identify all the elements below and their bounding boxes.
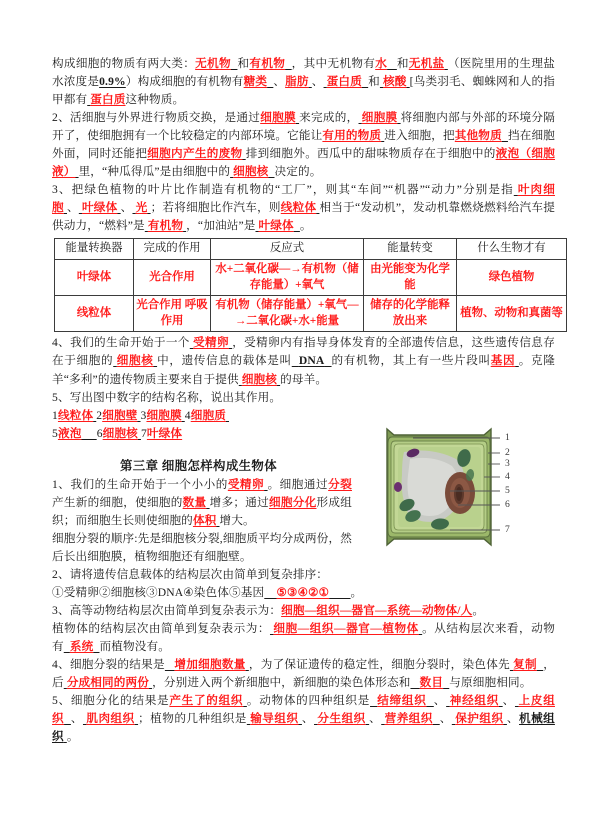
paragraph-factory-analogy (52, 181, 555, 235)
answer-blank: 液泡 (57, 426, 82, 440)
text-run: 这种物质。 (125, 93, 185, 107)
text-run: 。从结构层次来看，动物有 (52, 622, 555, 654)
answer-blank: 保护组织 (455, 712, 504, 726)
answer-blank: 系统 (69, 640, 94, 654)
table-header-cell: 反应式 (211, 239, 364, 260)
answer-blank: 上皮组织 (52, 694, 555, 726)
answer-blank: 细胞—组织—器官—系统—动物体/人 (281, 604, 473, 618)
table-header-cell: 能量转换器 (55, 239, 134, 260)
text-run: 。动物体的四种组织是 (246, 694, 371, 708)
text-run: 增多；通过 (209, 495, 269, 509)
blank-rule (165, 658, 175, 671)
text-run: 5、细胞分化的结果是 (52, 694, 170, 708)
text-run: 形成组织；而细胞生长则使细胞的 (52, 495, 352, 527)
answer-blank: 线粒体 (280, 201, 317, 215)
text-run: 3、高等动物结构层次由简单到复杂表示为： (52, 604, 282, 618)
answer-blank: 0.9% (99, 75, 126, 89)
text-run: 。 (299, 219, 312, 233)
figure-label-2: 2 (505, 447, 510, 458)
paragraph-structure-naming (52, 389, 352, 407)
blank-rule (81, 427, 96, 440)
figure-label-7: 7 (505, 524, 510, 535)
figure-label-6: 6 (505, 499, 510, 510)
text-run: 。 (472, 604, 485, 618)
answer-blank: 水 (375, 57, 388, 70)
answer-blank: 脂肪 (285, 75, 309, 89)
paragraph-structure-answers-line2 (52, 425, 352, 443)
item-number: 2 (96, 408, 103, 422)
paragraph-ch3-q2-answer (52, 584, 555, 602)
answer-blank: 肌肉组织 (86, 712, 135, 726)
text-run: 1、我们的生命开始于一个小小的 (52, 477, 228, 491)
blank-rule (226, 409, 229, 422)
text-run: 和 (237, 57, 250, 70)
text-run: 。细胞通过 (267, 477, 329, 491)
text-run: 、 (301, 712, 315, 726)
text-run: 和 (368, 75, 380, 89)
answer-blank: 分裂 (328, 477, 352, 491)
table-row (55, 296, 567, 332)
answer-blank: 细胞核 (102, 426, 138, 440)
paragraph-materials (52, 55, 555, 109)
text-run: 而植物没有。 (99, 640, 170, 654)
blank-rule (264, 586, 276, 599)
answer-blank: 细胞分化 (268, 495, 317, 509)
answer-blank: 叶绿体 (258, 219, 294, 233)
text-run: ，分别进入两个新细胞中，新细胞的染色体形态和 (152, 676, 411, 690)
table-row (55, 260, 567, 296)
table-cell-equation: 水+二氧化碳—→有机物（储存能量）+氧气 (211, 260, 364, 296)
answer-blank: 有机物 (249, 57, 286, 70)
figure-leader-lines (378, 421, 553, 553)
text-run: 中，遗传信息的载体是叫 (157, 354, 292, 368)
text-run: 3、把绿色植物的叶片比作制造有机物的“工厂”，则其“车间”“机器”“动力”分别是指 (52, 183, 514, 197)
text-run: 里，“种瓜得瓜”是由细胞中的 (78, 165, 231, 179)
text-run: 、 (506, 712, 520, 726)
answer-blank: 细胞膜 (260, 111, 296, 125)
text-run: 将细胞内部与外部的环境分隔开了，使细胞拥有一个比较稳定的内部环境。它能让 (52, 111, 555, 143)
answer-blank: 无机物 (195, 57, 231, 70)
table-cell-organelle: 叶绿体 (55, 260, 134, 296)
answer-blank: 细胞核 (241, 372, 278, 386)
text-run: 决定的。 (274, 165, 322, 179)
paragraph-ch3-q4 (52, 656, 555, 692)
answer-blank: 有机物 (147, 219, 184, 233)
table-header-cell: 能量转变 (364, 239, 457, 260)
text-run: ，“加油站”是 (186, 219, 256, 233)
blank-rule (292, 354, 299, 367)
table-cell-organisms: 绿色植物 (457, 260, 567, 296)
figure-label-3: 3 (505, 458, 510, 469)
item-number: 3 (140, 408, 147, 422)
text-run: ；植物的几种组织是 (138, 712, 247, 726)
paragraph-ch3-q5 (52, 692, 555, 746)
answer-blank: 输导组织 (250, 712, 299, 726)
table-header-row (55, 239, 567, 260)
answer-blank: 增加细胞数量 (174, 658, 246, 672)
text-run: 、 (502, 694, 515, 708)
table-cell-equation: 有机物（储存能量）+氧气—→二氧化碳+水+能量 (211, 296, 364, 332)
answer-blank: 基因 (490, 354, 516, 368)
paragraph-genetics (52, 334, 555, 388)
table-header-cell: 完成的作用 (134, 239, 211, 260)
answer-blank: 体积 (192, 513, 217, 527)
text-run: ，其中无机物有 (291, 57, 376, 70)
answer-blank: 受精卵 (193, 336, 229, 350)
answer-blank: 细胞质 (190, 408, 226, 422)
item-number: 1 (52, 408, 58, 422)
text-run: 来完成的， (299, 111, 359, 125)
text-run: 进入细胞，把 (384, 129, 455, 143)
text-run: 5、写出图中数字的结构名称，说出其作用。 (52, 390, 282, 404)
text-run: ①受精卵②细胞核③DNA④染色体⑤基因 (52, 586, 265, 599)
answer-blank: 结缔组织 (377, 694, 427, 708)
answer-blank: 机械组织 (52, 712, 555, 744)
text-run: ；若将细胞比作汽车，则 (150, 201, 281, 215)
paragraph-membrane (52, 109, 555, 181)
table-cell-energy: 储存的化学能释放出来 (364, 296, 457, 332)
table-header-cell: 什么生物才有 (457, 239, 567, 260)
answer-blank: 糖类 (243, 75, 268, 89)
text-run: 、 (439, 712, 452, 726)
text-run: 。克隆羊“多利”的遗传物质主要来自于提供 (52, 354, 555, 386)
answer-blank: 细胞核 (116, 354, 154, 368)
paragraph-ch3-q2-prompt (52, 566, 352, 584)
figure-label-1: 1 (505, 432, 510, 443)
text-run: 2、请将遗传信息载体的结构层次由简单到复杂排序： (52, 567, 329, 581)
text-run: ，受精卵内有指导身体发育的全部遗传信息，这些遗传信息存在于细胞的 (52, 336, 555, 368)
energy-converter-table (54, 238, 567, 332)
answer-blank: 叶绿体 (146, 426, 183, 440)
item-number: 5 (52, 426, 58, 440)
text-run: 、 (273, 75, 286, 89)
text-run: 的母羊。 (280, 372, 328, 386)
figure-label-4: 4 (505, 471, 510, 482)
text-run: [鸟类羽毛、蜘蛛网和人的指甲都有 (52, 75, 555, 107)
item-number: 4 (184, 408, 191, 422)
text-run: 、 (70, 712, 83, 726)
paragraph-ch3-q3 (52, 602, 555, 620)
answer-blank: 复制 (513, 658, 537, 672)
text-run: 。 (350, 586, 363, 599)
answer-blank: 叶绿体 (81, 201, 118, 215)
blank-rule (64, 712, 71, 725)
text-run: 和 (396, 57, 409, 70)
text-run: 、 (369, 712, 382, 726)
text-run: 。 (66, 730, 79, 744)
text-run: 、 (66, 201, 79, 215)
paragraph-ch3-q3b (52, 620, 555, 656)
answer-blank: 数量 (182, 495, 207, 509)
answer-blank: 线粒体 (57, 408, 94, 422)
answer-blank: 蛋白质 (90, 93, 126, 107)
blank-rule (387, 57, 397, 70)
table-cell-function: 光合作用 (134, 260, 211, 296)
blank-rule (427, 694, 434, 707)
text-run: 、 (433, 694, 447, 708)
answer-blank: 分生组织 (317, 712, 366, 726)
chapter-heading: 第三章 细胞怎样构成生物体 (120, 458, 277, 473)
item-number: 6 (96, 426, 103, 440)
text-run: 、 (311, 75, 324, 89)
answer-blank: 细胞核 (233, 165, 269, 179)
text-run: 植物体的结构层次由简单到复杂表示为： (52, 622, 270, 636)
answer-blank: 受精卵 (227, 477, 265, 491)
answer-blank: 其他物质 (454, 129, 502, 143)
text-run: ）构成细胞的有机物有 (125, 75, 244, 89)
text-run: ，为了保证遗传的稳定性，细胞分裂时，染色体先 (248, 658, 510, 672)
answer-blank: 细胞—组织—器官—植物体 (273, 622, 419, 636)
text-run: （医院里用的生理盐水浓度是 (52, 57, 556, 89)
answer-blank: 细胞膜 (146, 408, 182, 422)
answer-blank: 细胞膜 (361, 111, 398, 125)
table-cell-organisms: 植物、动物和真菌等 (457, 296, 567, 332)
answer-blank: 无机盐 (408, 57, 445, 70)
table-cell-organelle: 线粒体 (55, 296, 134, 332)
text-run: 构成细胞的物质有两大类： (52, 57, 196, 70)
text-run: 产生新的细胞，使细胞的 (52, 495, 183, 509)
text-run: ，后 (52, 658, 555, 690)
paragraph-ch3-q1-note (52, 530, 352, 566)
blank-rule (433, 712, 440, 725)
blank-rule (329, 586, 350, 599)
text-run: 细胞分裂的顺序:先是细胞核分裂,细胞质平均分成两份，然后长出细胞膜，植物细胞还有细胞壁。 (52, 531, 353, 563)
answer-blank: 细胞内产生的废物 (147, 147, 243, 161)
text-run: 4、我们的生命开始于一个 (52, 336, 190, 350)
figure-label-5: 5 (505, 485, 510, 496)
answer-blank: 分成相同的两份 (66, 676, 150, 690)
answer-blank: DNA (298, 354, 325, 368)
text-run: 4、细胞分裂的结果是 (52, 658, 165, 672)
text-run: 的有机物，其上有一些片段叫 (331, 354, 491, 368)
text-run: 与原细胞相同。 (449, 676, 532, 690)
text-run: 2、活细胞与外界进行物质交换，是通过 (52, 111, 261, 125)
item-number: 7 (140, 426, 147, 440)
answer-blank: 核酸 (383, 75, 407, 89)
table-cell-energy: 由光能变为化学能 (364, 260, 457, 296)
answer-blank: 神经组织 (449, 694, 500, 708)
answer-blank: ⑤③④②① (276, 586, 330, 599)
answer-blank: 叶肉细胞 (52, 183, 555, 215)
answer-blank: 光 (135, 201, 148, 215)
plant-cell-figure (378, 421, 553, 553)
answer-blank: 蛋白质 (326, 75, 362, 89)
blank-rule (324, 354, 331, 367)
paragraph-ch3-q1 (52, 476, 352, 530)
text-run: 增大。 (219, 513, 255, 527)
table-cell-function: 光合作用 呼吸作用 (134, 296, 211, 332)
text-run: 排到细胞外。西瓜中的甜味物质存在于细胞中的 (245, 147, 496, 161)
answer-blank: 液泡（细胞液） (52, 147, 556, 179)
text-run: 、 (120, 201, 133, 215)
answer-blank: 产生了的组织 (169, 694, 244, 708)
answer-blank: 有用的物质 (322, 129, 382, 143)
answer-blank: 营养组织 (384, 712, 433, 726)
text-run: 相当于“发动机”，发动机靠燃烧燃料给汽车提供动力，“燃料”是 (52, 201, 555, 233)
blank-rule (410, 676, 419, 689)
text-run: 挡在细胞外面，同时还能把 (52, 129, 555, 161)
answer-blank: 数目 (419, 676, 444, 690)
paragraph-structure-answers-line1 (52, 407, 352, 425)
answer-blank: 细胞壁 (102, 408, 138, 422)
